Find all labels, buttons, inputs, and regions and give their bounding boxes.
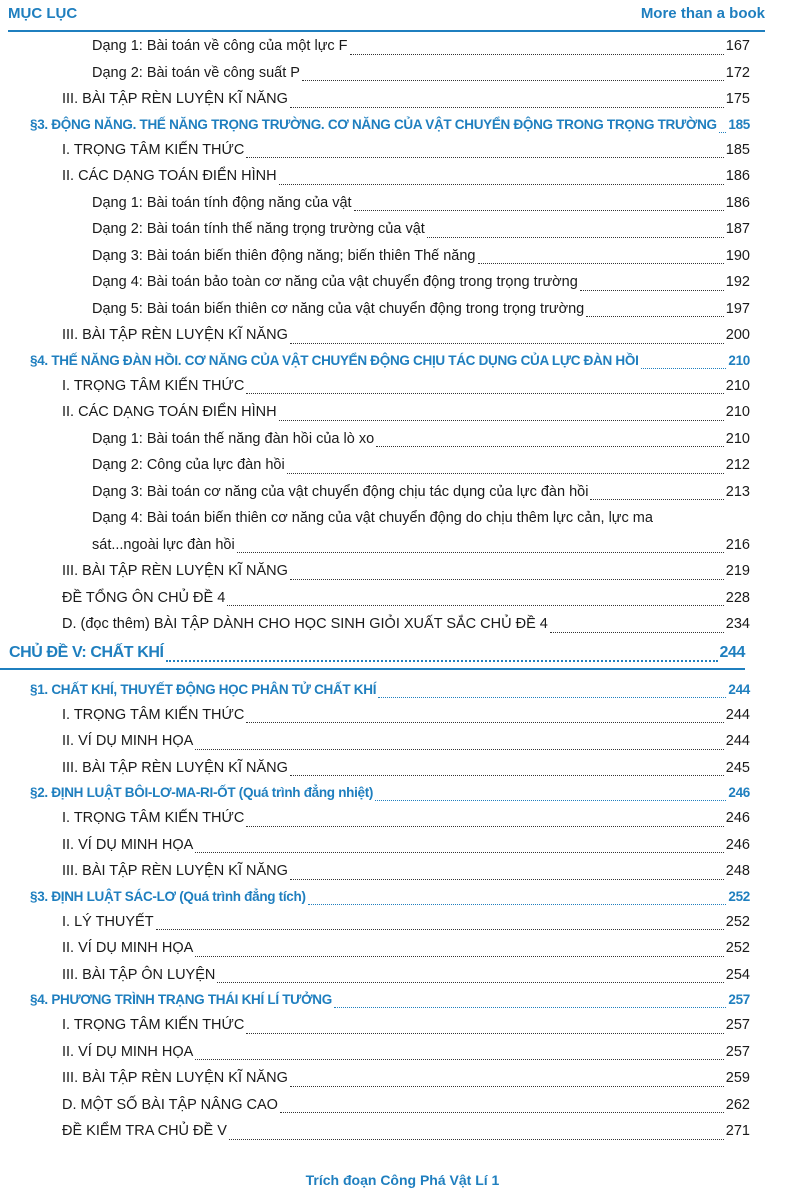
toc-entry-label: Dạng 4: Bài toán bảo toàn cơ năng của vật chuyển động trong trọng trường — [92, 274, 578, 290]
toc-section-page: 257 — [728, 992, 750, 1007]
toc-chapter[interactable] — [0, 638, 745, 670]
dot-leader — [290, 95, 724, 108]
toc-entry-page: 252 — [725, 940, 750, 956]
dot-leader — [586, 304, 724, 317]
toc-entry-page: 245 — [725, 759, 750, 776]
toc-entry-page: 254 — [725, 966, 750, 983]
toc-entry[interactable] — [0, 805, 750, 832]
dot-leader — [246, 145, 723, 158]
toc-entry-wrapped-line: Dạng 4: Bài toán biến thiên cơ năng của vật chuyển động do chịu thêm lực cản, lực ma — [92, 510, 653, 526]
toc-entry-label: III. BÀI TẬP ÔN LUYỆN — [62, 966, 216, 983]
table-of-contents — [0, 33, 805, 1145]
toc-entry-label: I. TRỌNG TÂM KIẾN THỨC — [62, 706, 245, 723]
toc-entry[interactable] — [0, 479, 750, 506]
toc-entry[interactable] — [0, 296, 750, 323]
toc-entry-page: 167 — [725, 38, 750, 54]
dot-leader — [354, 198, 724, 211]
toc-entry-page: 186 — [725, 168, 750, 184]
toc-entry-page: 244 — [725, 706, 750, 723]
toc-entry-page: 200 — [725, 327, 750, 343]
header-title: MỤC LỤC — [8, 5, 78, 22]
toc-entry[interactable] — [0, 832, 750, 859]
toc-section-label: §4. PHƯƠNG TRÌNH TRẠNG THÁI KHÍ LÍ TƯỞNG — [30, 992, 332, 1007]
dot-leader — [290, 331, 724, 344]
toc-section-label: §1. CHẤT KHÍ, THUYẾT ĐỘNG HỌC PHÂN TỬ CHẤT KHÍ — [30, 681, 377, 697]
toc-section-label: §2. ĐỊNH LUẬT BÔI-LƠ-MA-RI-ỐT (Quá trình đẳng nhiệt) — [30, 785, 374, 800]
toc-entry-page: 252 — [725, 913, 750, 930]
toc-entry-label: Dạng 1: Bài toán tính động năng của vật — [92, 194, 352, 211]
toc-section-page: 210 — [728, 352, 750, 368]
toc-entry[interactable] — [0, 532, 750, 559]
toc-entry-label: II. VÍ DỤ MINH HỌA — [62, 1043, 194, 1060]
toc-entry-page: 192 — [725, 274, 750, 290]
toc-entry[interactable] — [0, 269, 750, 296]
dot-leader — [302, 68, 724, 81]
dot-leader — [227, 593, 724, 606]
toc-entry-label: II. VÍ DỤ MINH HỌA — [62, 940, 194, 956]
toc-entry-page: 259 — [725, 1070, 750, 1086]
dot-leader — [195, 840, 723, 853]
dot-leader — [195, 944, 723, 957]
toc-entry-page: 228 — [725, 589, 750, 606]
toc-entry[interactable] — [0, 86, 750, 113]
toc-entry-page: 246 — [725, 836, 750, 853]
toc-entry[interactable] — [0, 1065, 750, 1092]
toc-entry[interactable] — [0, 426, 750, 453]
toc-entry[interactable] — [0, 858, 750, 885]
toc-section-label: §3. ĐỊNH LUẬT SÁC-LƠ (Quá trình đẳng tích) — [30, 888, 306, 904]
toc-entry[interactable] — [0, 962, 750, 989]
toc-entry-label: sát...ngoài lực đàn hồi — [92, 536, 235, 553]
toc-entry[interactable] — [0, 322, 750, 349]
toc-section[interactable] — [0, 781, 750, 805]
toc-entry-label: I. TRỌNG TÂM KIẾN THỨC — [62, 377, 245, 394]
toc-entry-label: I. LÝ THUYẾT — [62, 913, 154, 930]
dot-leader — [590, 487, 723, 500]
dot-leader — [375, 789, 726, 801]
dot-leader — [279, 172, 724, 185]
toc-chapter-page: 244 — [719, 643, 745, 661]
toc-entry[interactable] — [0, 755, 750, 782]
toc-entry-page: 172 — [725, 64, 750, 81]
toc-entry-page: 271 — [725, 1123, 750, 1139]
dot-leader — [378, 685, 726, 697]
toc-entry[interactable] — [0, 373, 750, 400]
dot-leader — [246, 814, 723, 827]
toc-entry[interactable] — [0, 1039, 750, 1066]
toc-section[interactable] — [0, 349, 750, 373]
toc-entry-label: D. (đọc thêm) BÀI TẬP DÀNH CHO HỌC SINH GIỎI XUẤT SẮC CHỦ ĐỀ 4 — [62, 616, 548, 632]
toc-entry-page: 244 — [725, 733, 750, 749]
dot-leader — [350, 42, 724, 55]
toc-entry-page: 186 — [725, 194, 750, 211]
toc-entry-label: II. CÁC DẠNG TOÁN ĐIỂN HÌNH — [62, 168, 277, 184]
toc-entry-page: 210 — [725, 404, 750, 420]
toc-entry-page: 210 — [725, 430, 750, 447]
toc-entry-page: 219 — [725, 563, 750, 579]
toc-entry[interactable] — [0, 909, 750, 936]
toc-entry-label: Dạng 3: Bài toán cơ năng của vật chuyển động chịu tác dụng của lực đàn hồi — [92, 483, 589, 500]
toc-entry-page: 246 — [725, 810, 750, 826]
toc-entry[interactable] — [0, 585, 750, 612]
toc-entry-label: Dạng 2: Công của lực đàn hồi — [92, 457, 285, 473]
toc-chapter-label: CHỦ ĐỀ V: CHẤT KHÍ — [9, 643, 164, 661]
dot-leader — [290, 867, 724, 880]
toc-section-page: 252 — [728, 888, 750, 904]
toc-entry[interactable] — [0, 1092, 750, 1119]
toc-entry[interactable] — [0, 33, 750, 60]
toc-entry-label: II. VÍ DỤ MINH HỌA — [62, 733, 194, 749]
toc-entry-label: Dạng 5: Bài toán biến thiên cơ năng của vật chuyển động trong trọng trường — [92, 300, 585, 317]
page-footer: Trích đoạn Công Phá Vật Lí 1 — [305, 1172, 500, 1188]
toc-entry-label: Dạng 2: Bài toán về công suất P — [92, 64, 300, 81]
toc-entry[interactable] — [0, 728, 750, 755]
dot-leader — [290, 763, 724, 776]
toc-entry-page: 185 — [725, 141, 750, 158]
toc-entry[interactable] — [0, 1118, 750, 1145]
toc-entry-page: 210 — [725, 377, 750, 394]
toc-entry-page: 234 — [725, 616, 750, 632]
toc-entry-page: 257 — [725, 1043, 750, 1060]
toc-entry-label: II. VÍ DỤ MINH HỌA — [62, 836, 194, 853]
toc-entry[interactable] — [0, 216, 750, 243]
dot-leader — [246, 710, 723, 723]
dot-leader — [290, 1074, 724, 1087]
toc-entry[interactable] — [0, 452, 750, 479]
dot-leader — [217, 970, 723, 983]
dot-leader — [279, 408, 724, 421]
toc-entry-label: III. BÀI TẬP RÈN LUYỆN KĨ NĂNG — [62, 91, 288, 107]
toc-section[interactable] — [0, 988, 750, 1012]
dot-leader — [334, 996, 726, 1008]
toc-entry-page: 257 — [725, 1017, 750, 1033]
dot-leader — [308, 892, 727, 904]
dot-leader — [287, 461, 724, 474]
toc-section[interactable] — [0, 678, 750, 702]
toc-entry[interactable] — [0, 558, 750, 585]
dot-leader — [550, 620, 724, 633]
dot-leader — [719, 120, 727, 132]
toc-entry-label: I. TRỌNG TÂM KIẾN THỨC — [62, 1017, 245, 1033]
toc-entry[interactable] — [0, 1012, 750, 1039]
toc-section-page: 246 — [728, 785, 750, 800]
toc-entry-page: 262 — [725, 1096, 750, 1113]
toc-section[interactable] — [0, 885, 750, 909]
toc-entry-label: D. MỘT SỐ BÀI TẬP NÂNG CAO — [62, 1096, 278, 1113]
toc-entry[interactable] — [0, 611, 750, 638]
dot-leader — [641, 356, 727, 368]
toc-section[interactable] — [0, 113, 750, 137]
toc-entry-page: 175 — [725, 91, 750, 107]
toc-entry[interactable] — [0, 243, 750, 270]
dot-leader — [195, 737, 723, 750]
toc-entry[interactable] — [0, 399, 750, 426]
toc-entry-page: 197 — [725, 300, 750, 317]
dot-leader — [156, 917, 724, 930]
toc-entry-label: Dạng 2: Bài toán tính thế năng trọng trường của vật — [92, 221, 425, 237]
dot-leader — [478, 251, 724, 264]
toc-entry-label: I. TRỌNG TÂM KIẾN THỨC — [62, 810, 245, 826]
toc-entry-label: Dạng 1: Bài toán về công của một lực F — [92, 38, 348, 54]
toc-entry-label: III. BÀI TẬP RÈN LUYỆN KĨ NĂNG — [62, 563, 288, 579]
toc-entry-page: 248 — [725, 863, 750, 879]
toc-entry-page: 190 — [725, 247, 750, 264]
toc-entry[interactable] — [0, 190, 750, 217]
toc-entry[interactable] — [0, 702, 750, 729]
header-tagline: More than a book — [640, 5, 765, 22]
dot-leader — [237, 540, 724, 553]
dot-leader — [427, 225, 724, 238]
toc-entry-page: 213 — [725, 483, 750, 500]
toc-entry-label: I. TRỌNG TÂM KIẾN THỨC — [62, 141, 245, 158]
toc-entry-label: III. BÀI TẬP RÈN LUYỆN KĨ NĂNG — [62, 759, 288, 776]
dot-leader — [166, 647, 718, 663]
toc-entry-page: 187 — [725, 221, 750, 237]
dot-leader — [280, 1100, 724, 1113]
toc-entry-page: 216 — [725, 536, 750, 553]
toc-entry[interactable] — [0, 137, 750, 164]
dot-leader — [246, 1021, 723, 1034]
toc-section-label: §4. THẾ NĂNG ĐÀN HỒI. CƠ NĂNG CỦA VẬT CHUYỂN ĐỘNG CHỊU TÁC DỤNG CỦA LỰC ĐÀN HỒI — [30, 352, 639, 368]
page-header — [8, 0, 765, 32]
toc-entry-page: 212 — [725, 457, 750, 473]
dot-leader — [229, 1127, 724, 1140]
toc-section-page: 185 — [728, 116, 750, 132]
toc-entry-label: III. BÀI TẬP RÈN LUYỆN KĨ NĂNG — [62, 327, 288, 343]
toc-entry-label: II. CÁC DẠNG TOÁN ĐIỂN HÌNH — [62, 404, 277, 420]
toc-section-label: §3. ĐỘNG NĂNG. THẾ NĂNG TRỌNG TRƯỜNG. CƠ NĂNG CỦA VẬT CHUYỂN ĐỘNG TRONG TRỌNG TRƯỜNG — [30, 116, 717, 132]
toc-entry-label: III. BÀI TẬP RÈN LUYỆN KĨ NĂNG — [62, 863, 288, 879]
toc-entry-label: Dạng 1: Bài toán thế năng đàn hồi của lò xo — [92, 430, 375, 447]
dot-leader — [376, 434, 724, 447]
toc-entry-label: ĐỀ TỔNG ÔN CHỦ ĐỀ 4 — [62, 589, 226, 606]
toc-entry-label: ĐỀ KIỂM TRA CHỦ ĐỀ V — [62, 1123, 227, 1139]
toc-section-page: 244 — [728, 681, 750, 697]
dot-leader — [290, 567, 724, 580]
toc-entry-label: Dạng 3: Bài toán biến thiên động năng; biến thiên Thế năng — [92, 247, 476, 264]
dot-leader — [246, 381, 723, 394]
dot-leader — [195, 1047, 723, 1060]
toc-entry[interactable] — [0, 163, 750, 190]
dot-leader — [580, 278, 724, 291]
toc-entry[interactable] — [0, 60, 750, 87]
toc-entry[interactable] — [0, 935, 750, 962]
toc-entry-label: III. BÀI TẬP RÈN LUYỆN KĨ NĂNG — [62, 1070, 288, 1086]
